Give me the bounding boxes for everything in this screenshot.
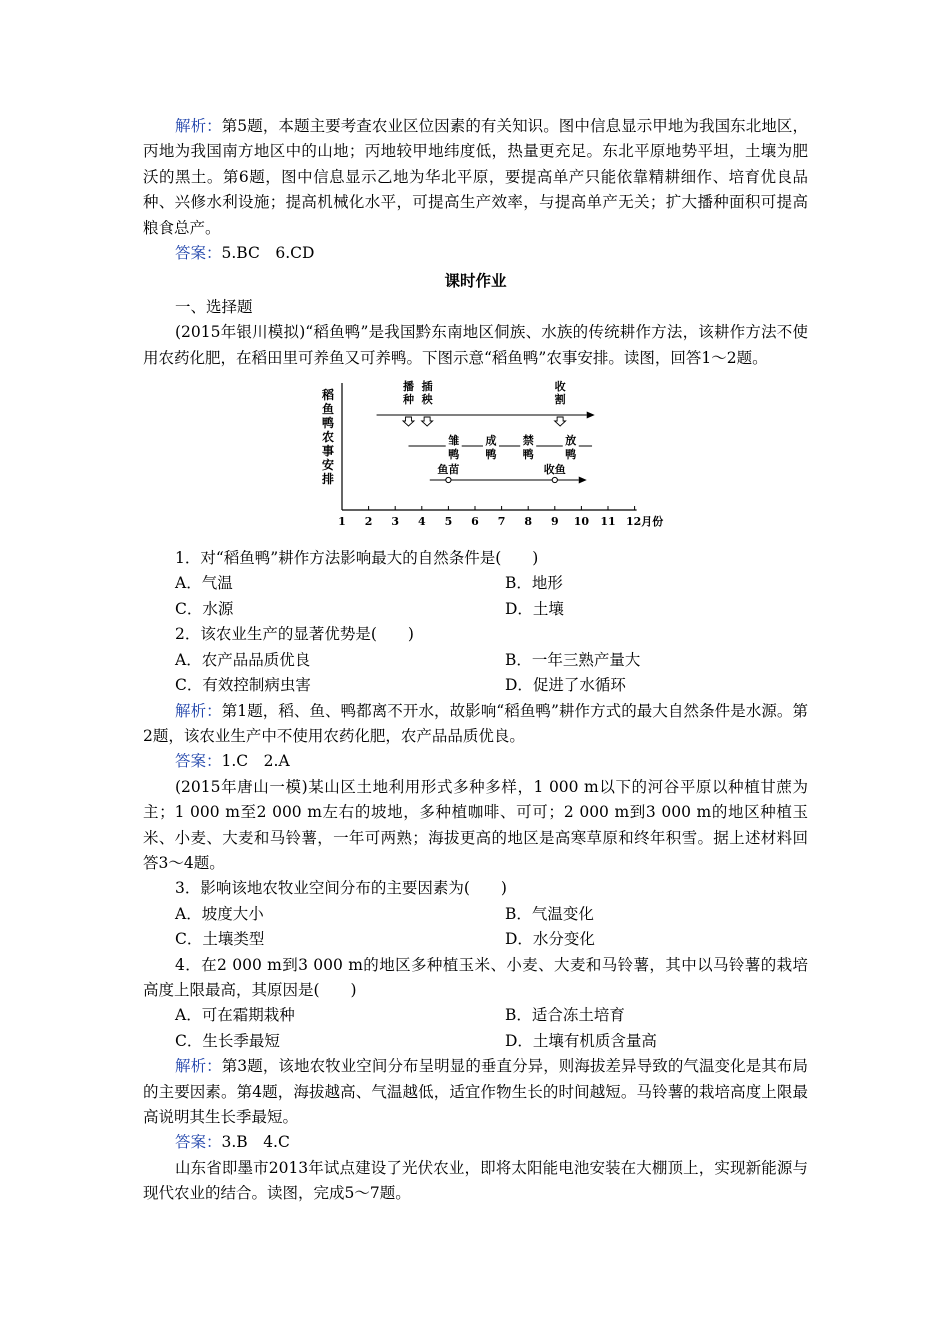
fish-event-marker bbox=[552, 477, 557, 482]
y-axis-title-char: 鱼 bbox=[321, 402, 335, 417]
answer-text: 5.BC 6.CD bbox=[221, 244, 315, 263]
question-4: 4．在2 000 m到3 000 m的地区多种植玉米、小麦、大麦和马铃薯，其中以马铃薯的栽培高度上限最高，其原因是( ) bbox=[143, 955, 808, 999]
answer-3-4 bbox=[143, 1130, 808, 1155]
x-tick-label: 11 bbox=[600, 515, 616, 529]
q1-options-row1 bbox=[143, 571, 808, 596]
duck-event-label: 鸭 bbox=[565, 448, 577, 462]
answer-text: 1.C 2.A bbox=[221, 752, 290, 771]
x-tick-label: 5 bbox=[444, 515, 453, 529]
analysis-label: 解析： bbox=[175, 117, 222, 135]
fish-line-arrow bbox=[579, 477, 587, 484]
y-axis-title-char: 稻 bbox=[321, 388, 335, 403]
q1-option-a[interactable]: A．气温 bbox=[175, 574, 233, 593]
x-tick-label: 4 bbox=[417, 515, 426, 529]
down-arrow-icon bbox=[403, 417, 414, 426]
q3-option-b[interactable]: B．气温变化 bbox=[505, 904, 594, 923]
q2-option-c[interactable]: C．有效控制病虫害 bbox=[175, 676, 311, 695]
analysis-text: 第5题，本题主要考查农业区位因素的有关知识。图中信息显示甲地为我国东北地区，丙地为我国南方地区中的山地；丙地较甲地纬度低，热量更充足。东北平原地势平坦，土壤为肥沃的黑土。第6题，图中信息显示乙地为华北平原，要提高单产只能依靠精耕细作、培育优良品种、兴修水利设施；提高机械化水平，可提高生产效率，与提高单产无关；扩大播种面积可提高粮食总产。 bbox=[143, 117, 808, 237]
x-tick-label: 9 bbox=[550, 515, 559, 529]
x-tick-label: 2 bbox=[364, 515, 373, 529]
answer-1-2 bbox=[143, 749, 808, 774]
down-arrow-icon bbox=[422, 417, 433, 426]
question-1: 1．对“稻鱼鸭”耕作方法影响最大的自然条件是( ) bbox=[175, 549, 539, 568]
q3-option-d[interactable]: D．水分变化 bbox=[505, 930, 595, 949]
analysis-3-4 bbox=[143, 1054, 808, 1130]
fish-event-label: 收鱼 bbox=[543, 463, 566, 477]
x-tick-label: 10 bbox=[573, 515, 590, 529]
q4-option-d[interactable]: D．土壤有机质含量高 bbox=[505, 1031, 657, 1050]
x-axis-last-label: 12月份 bbox=[625, 515, 664, 529]
duck-event-label: 禁 bbox=[522, 434, 534, 448]
q1-option-d[interactable]: D．土壤 bbox=[505, 599, 564, 618]
analysis-1-2 bbox=[143, 699, 808, 750]
x-tick-label: 8 bbox=[524, 515, 533, 529]
q4-option-c[interactable]: C．生长季最短 bbox=[175, 1031, 280, 1050]
analysis-label: 解析： bbox=[175, 1057, 222, 1076]
q4-option-b[interactable]: B．适合冻土培育 bbox=[505, 1006, 625, 1025]
y-axis-title-char: 事 bbox=[321, 444, 335, 459]
duck-event-label: 鸭 bbox=[485, 448, 497, 462]
homework-title: 课时作业 bbox=[444, 271, 507, 291]
y-axis-title-char: 农 bbox=[321, 430, 335, 445]
answer-label: 答案： bbox=[175, 1133, 222, 1152]
group2-intro: (2015年唐山一模)某山区土地利用形式多种多样，1 000 m以下的河谷平原以种植甘蔗为主；1 000 m至2 000 m左右的坡地，多种植咖啡、可可；2 000 m到3 000 m的地区种植玉米、小麦、大麦和马铃薯，一年可两熟；海拔更高的地区是高寒草原和终年积雪。据上述材料回答3～4题。 bbox=[143, 777, 808, 872]
duck-event-label: 鸭 bbox=[522, 448, 534, 462]
rice-event-label: 秧 bbox=[421, 393, 433, 407]
y-axis-title-char: 排 bbox=[321, 472, 335, 487]
analysis-5-6 bbox=[143, 114, 808, 241]
y-axis-title-char: 鸭 bbox=[321, 416, 335, 431]
question-2: 2．该农业生产的显著优势是( ) bbox=[175, 625, 414, 644]
q4-options-row2 bbox=[143, 1029, 808, 1054]
section-heading: 一、选择题 bbox=[175, 297, 253, 316]
q3-option-a[interactable]: A．坡度大小 bbox=[175, 904, 264, 923]
duck-event-label: 成 bbox=[485, 434, 497, 448]
answer-label: 答案： bbox=[175, 752, 222, 771]
q2-option-b[interactable]: B．一年三熟产量大 bbox=[505, 650, 641, 669]
rice-event-label: 播 bbox=[403, 380, 414, 394]
analysis-text: 第1题，稻、鱼、鸭都离不开水，故影响“稻鱼鸭”耕作方式的最大自然条件是水源。第2题，该农业生产中不使用农药化肥，农产品品质优良。 bbox=[143, 701, 808, 745]
q1-options-row2 bbox=[143, 597, 808, 622]
analysis-text: 第3题，该地农牧业空间分布呈明显的垂直分异，则海拔差异导致的气温变化是其布局的主要因素。第4题，海拔越高、气温越低，适宜作物生长的时间越短。马铃薯的栽培高度上限最高说明其生长季最短。 bbox=[143, 1057, 808, 1126]
q3-options-row2 bbox=[143, 927, 808, 952]
q4-options-row1 bbox=[143, 1003, 808, 1028]
x-tick-label: 1 bbox=[338, 515, 346, 529]
chart-svg bbox=[143, 377, 808, 542]
duck-event-label: 雏 bbox=[448, 434, 460, 448]
down-arrow-icon bbox=[555, 417, 566, 426]
rice-event-label: 插 bbox=[421, 380, 433, 394]
rice-event-label: 收 bbox=[554, 380, 566, 394]
rice-event-label: 种 bbox=[403, 393, 414, 407]
analysis-label: 解析： bbox=[175, 701, 222, 720]
rice-event-label: 割 bbox=[554, 393, 566, 407]
q2-options-row2 bbox=[143, 673, 808, 698]
q1-option-c[interactable]: C．水源 bbox=[175, 599, 234, 618]
q3-option-c[interactable]: C．土壤类型 bbox=[175, 930, 265, 949]
y-axis-title-char: 安 bbox=[321, 458, 335, 473]
fish-event-label: 鱼苗 bbox=[437, 463, 460, 477]
group3-intro: 山东省即墨市2013年试点建设了光伏农业，即将太阳能电池安装在大棚顶上，实现新能源与现代农业的结合。读图，完成5～7题。 bbox=[143, 1158, 808, 1203]
q1-option-b[interactable]: B．地形 bbox=[505, 574, 563, 593]
fish-event-marker bbox=[446, 477, 451, 482]
answer-5-6 bbox=[143, 241, 808, 266]
x-tick-label: 3 bbox=[391, 515, 400, 529]
question-3: 3．影响该地农牧业空间分布的主要因素为( ) bbox=[175, 879, 507, 898]
q2-option-d[interactable]: D．促进了水循环 bbox=[505, 676, 626, 695]
x-tick-label: 7 bbox=[497, 515, 506, 529]
document-page bbox=[143, 114, 808, 1207]
q3-options-row1 bbox=[143, 902, 808, 927]
group1-intro: (2015年银川模拟)“稻鱼鸭”是我国黔东南地区侗族、水族的传统耕作方法，该耕作方法不使用农药化肥，在稻田里可养鱼又可养鸭。下图示意“稻鱼鸭”农事安排。读图，回答1～2题。 bbox=[143, 323, 808, 367]
duck-event-label: 鸭 bbox=[448, 448, 460, 462]
answer-label: 答案： bbox=[175, 244, 222, 263]
q4-option-a[interactable]: A．可在霜期栽种 bbox=[175, 1006, 295, 1025]
farming-schedule-chart bbox=[143, 377, 808, 542]
duck-event-label: 放 bbox=[565, 434, 577, 448]
rice-line-arrow bbox=[587, 412, 595, 419]
q2-options-row1 bbox=[143, 648, 808, 673]
q2-option-a[interactable]: A．农产品品质优良 bbox=[175, 650, 311, 669]
x-tick-label: 6 bbox=[471, 515, 479, 529]
answer-text: 3.B 4.C bbox=[221, 1133, 290, 1152]
